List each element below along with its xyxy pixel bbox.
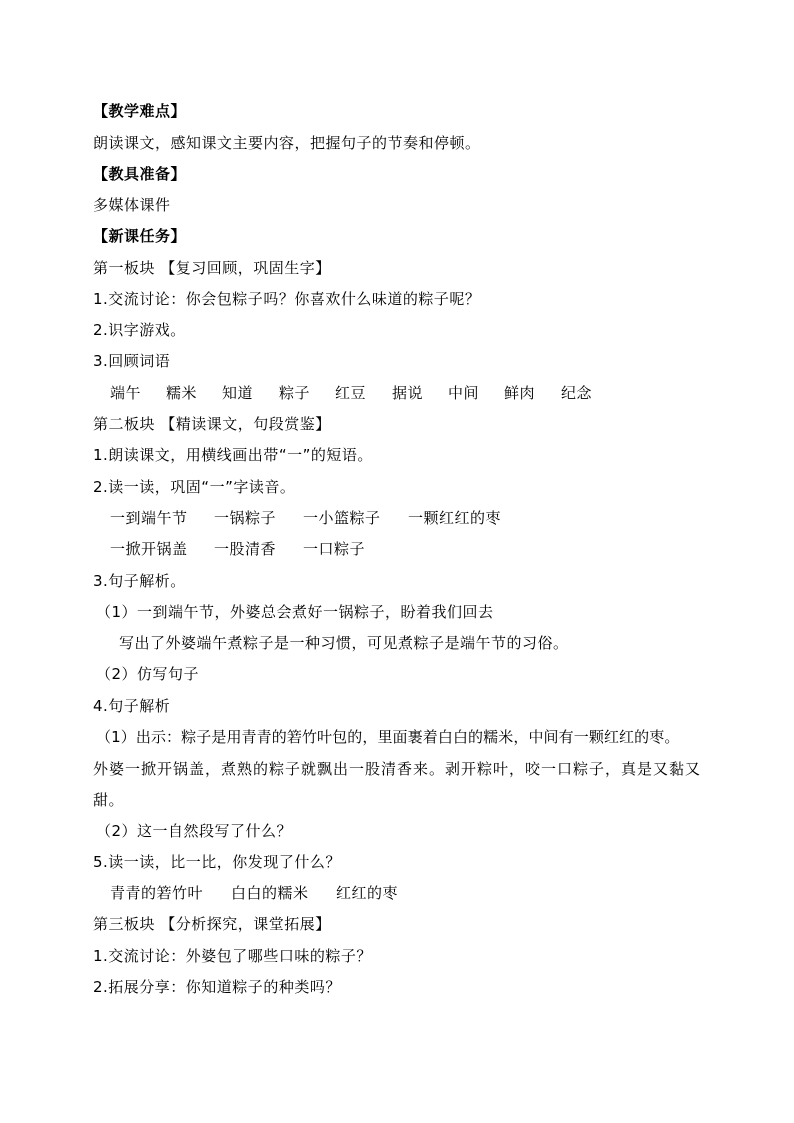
vocab-word: 知道	[222, 384, 254, 402]
block2-item3: 3.句子解析。	[93, 572, 186, 590]
phrase: 一小篮粽子	[303, 509, 381, 527]
phrase: 一口粽子	[303, 540, 366, 558]
block2-item4-sub2: （2）这一自然段写了什么？	[96, 822, 293, 840]
phrase: 一掀开锅盖	[110, 540, 188, 558]
tools-text: 多媒体课件	[93, 196, 171, 214]
block2-item4-sub1-line1: （1）出示：粽子是用青青的箬竹叶包的，里面裹着白白的糯米，中间有一颗红红的枣。	[96, 728, 680, 746]
heading-new-tasks: 【新课任务】	[93, 227, 187, 245]
compare-word: 青青的箬竹叶	[110, 884, 204, 902]
block1-title: 第一板块 【复习回顾，巩固生字】	[93, 259, 331, 277]
block1-item3: 3.回顾词语	[93, 352, 171, 370]
phrase: 一颗红红的枣	[408, 509, 502, 527]
block2-item3-sub2: （2）仿写句子	[96, 665, 200, 683]
vocab-word: 鲜肉	[504, 384, 536, 402]
block2-item1: 1.朗读课文，用横线画出带“一”的短语。	[93, 446, 373, 464]
block2-item4: 4.句子解析	[93, 697, 171, 715]
block2-item4-sub1-line2: 外婆一掀开锅盖，煮熟的粽子就飘出一股清香来。剥开粽叶，咬一口粽子，真是又黏又	[93, 760, 702, 778]
vocab-word: 红豆	[335, 384, 367, 402]
heading-teaching-tools: 【教具准备】	[93, 165, 187, 183]
phrase: 一股清香	[214, 540, 277, 558]
block3-item1: 1.交流讨论：外婆包了哪些口味的粽子？	[93, 947, 372, 965]
block2-item4-sub1-line3: 甜。	[93, 791, 125, 809]
block3-item2: 2.拓展分享：你知道粽子的种类吗？	[93, 978, 341, 996]
block1-item1: 1.交流讨论：你会包粽子吗？你喜欢什么味道的粽子呢？	[93, 290, 481, 308]
block2-item5: 5.读一读，比一比，你发现了什么？	[93, 853, 341, 871]
vocab-word: 据说	[392, 384, 424, 402]
block3-title: 第三板块 【分析探究，课堂拓展】	[93, 915, 331, 933]
compare-word: 白白的糯米	[231, 884, 309, 902]
heading-teaching-difficulty: 【教学难点】	[93, 102, 187, 120]
block1-item2: 2.识字游戏。	[93, 321, 186, 339]
vocab-word: 中间	[448, 384, 480, 402]
block2-item3-sub1: （1）一到端午节，外婆总会煮好一锅粽子，盼着我们回去	[96, 603, 494, 621]
block2-title: 第二板块 【精读课文，句段赏鉴】	[93, 415, 331, 433]
vocab-word: 端午	[110, 384, 142, 402]
vocab-word: 糯米	[166, 384, 198, 402]
difficulty-text: 朗读课文，感知课文主要内容，把握句子的节奏和停顿。	[93, 134, 481, 152]
block2-item3-sub1-note: 写出了外婆端午煮粽子是一种习惯，可见煮粽子是端午节的习俗。	[119, 634, 569, 652]
vocab-word: 粽子	[279, 384, 311, 402]
phrase: 一锅粽子	[214, 509, 277, 527]
compare-word: 红红的枣	[336, 884, 399, 902]
phrase: 一到端午节	[110, 509, 188, 527]
block2-item2: 2.读一读，巩固“一”字读音。	[93, 478, 296, 496]
vocab-word: 纪念	[561, 384, 593, 402]
